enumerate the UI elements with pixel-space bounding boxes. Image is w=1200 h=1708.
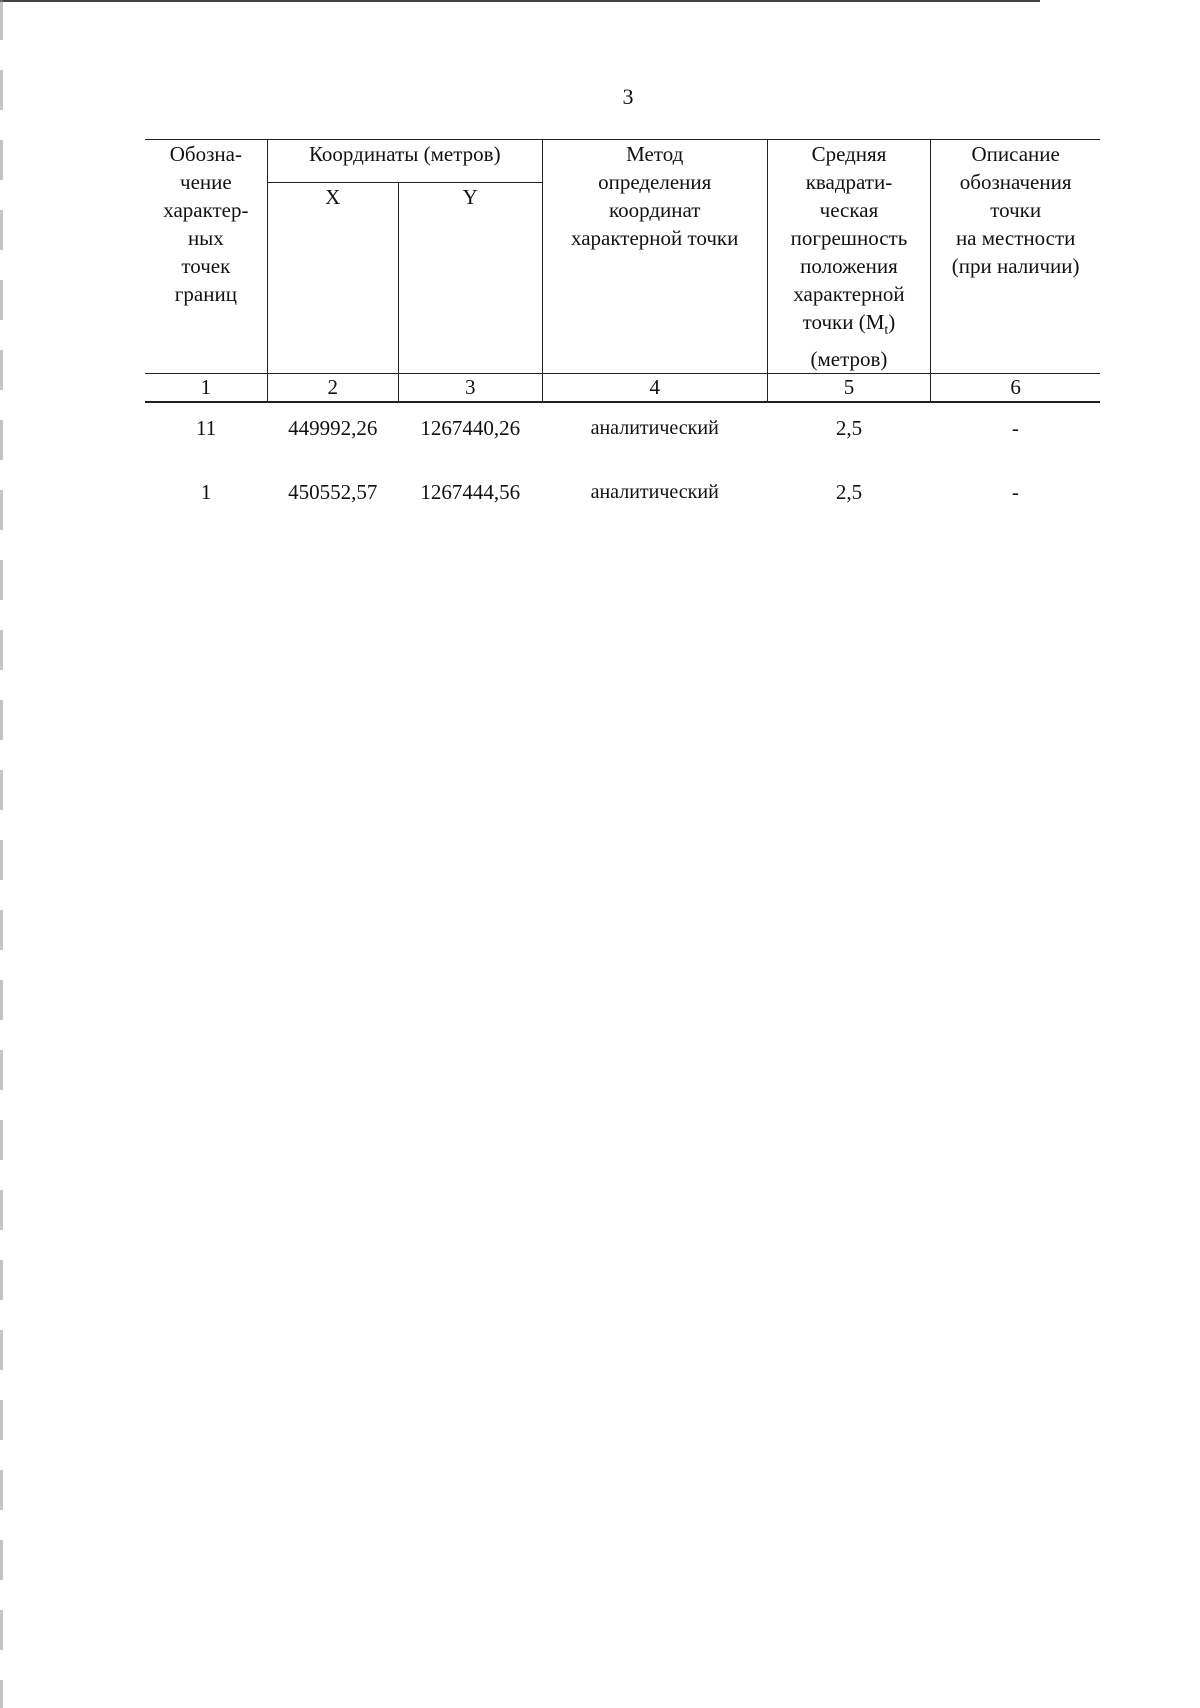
scan-top-edge — [0, 0, 1040, 2]
cell-error: 2,5 — [835, 416, 863, 441]
cell-method: аналитический — [590, 417, 719, 440]
cell-y: 1267440,26 — [420, 416, 521, 441]
column-number-1: 1 — [145, 374, 267, 403]
column-number-2: 2 — [267, 374, 398, 403]
header-designation: Обозна- чение характер- ных точек границ — [145, 140, 267, 374]
header-coordinates: Координаты (метров) — [267, 140, 542, 183]
table-row — [145, 469, 1100, 533]
header-description: Описание обозначения точки на местности (при наличии) — [931, 140, 1100, 374]
header-error — [767, 140, 931, 374]
coordinates-table — [145, 139, 1100, 533]
cell-method: аналитический — [590, 481, 719, 504]
cell-point: 1 — [200, 480, 212, 505]
header-error-subscript: t — [884, 323, 889, 339]
column-number-5: 5 — [767, 374, 931, 403]
header-y: Y — [398, 183, 542, 374]
cell-point: 11 — [196, 416, 217, 441]
cell-error: 2,5 — [835, 480, 863, 505]
page-number: 3 — [622, 84, 634, 109]
header-x: X — [267, 183, 398, 374]
column-number-6: 6 — [931, 374, 1100, 403]
cell-description: - — [1011, 480, 1019, 505]
cell-description: - — [1011, 416, 1019, 441]
table-row — [145, 402, 1100, 469]
scan-left-edge — [0, 0, 3, 1708]
cell-x: 449992,26 — [288, 416, 378, 441]
column-number-3: 3 — [398, 374, 542, 403]
cell-y: 1267444,56 — [420, 480, 521, 505]
header-error-text: Средняя квадрати- ческая погрешность положения характерной точки (M — [790, 142, 908, 334]
header-method: Метод определения координат характерной точки — [542, 140, 767, 374]
column-number-4: 4 — [542, 374, 767, 403]
header-error-suffix: ) (метров) — [810, 310, 896, 372]
cell-x: 450552,57 — [288, 480, 378, 505]
